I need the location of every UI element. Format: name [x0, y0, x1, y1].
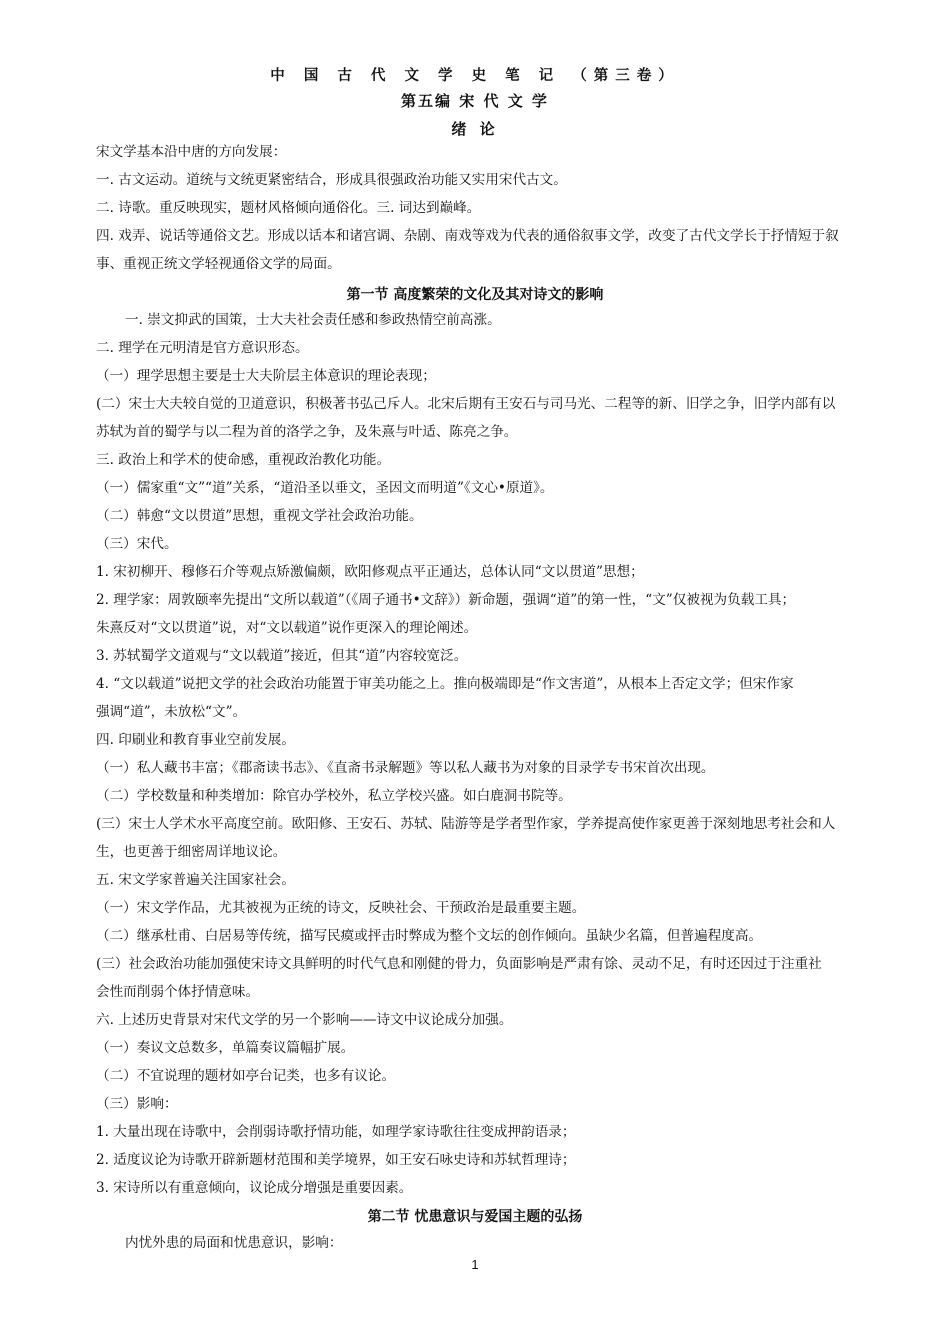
- section-heading: 第一节 高度繁荣的文化及其对诗文的影响: [346, 287, 604, 303]
- section-line: （一）奏议文总数多，单篇奏议篇幅扩展。: [96, 1040, 355, 1056]
- section-line: （二）不宜说理的题材如亭台记类，也多有议论。: [96, 1068, 396, 1084]
- section-line: 四. 印刷业和教育事业空前发展。: [96, 732, 295, 748]
- section-line: (二）宋士大夫较自觉的卫道意识，积极著书弘己斥人。北宋后期有王安石与司马光、二程等的新、旧学之争，旧学内部有以: [96, 396, 836, 412]
- section-line: 2. 适度议论为诗歌开辟新题材范围和美学境界，如王安石咏史诗和苏轼哲理诗；: [96, 1152, 576, 1168]
- document-title: 中 国 古 代 文 学 史 笔 记 （第三卷）: [270, 67, 680, 84]
- section-line: 生，也更善于细密周详地议论。: [96, 844, 287, 860]
- intro-line: 二. 诗歌。重反映现实，题材风格倾向通俗化。三. 词达到巅峰。: [96, 200, 481, 216]
- section-line: 1. 大量出现在诗歌中，会削弱诗歌抒情功能，如理学家诗歌往往变成押韵语录；: [96, 1124, 576, 1140]
- section-line: （一）私人藏书丰富；《郡斋读书志》、《直斋书录解题》等以私人藏书为对象的目录学专书宋首次出现。: [96, 760, 715, 776]
- intro-heading: 绪 论: [451, 120, 499, 138]
- section-line: 一. 崇文抑武的国策，士大夫社会责任感和参政热情空前高涨。: [125, 312, 501, 328]
- section-line: （二）学校数量和种类增加：除官办学校外，私立学校兴盛。如白鹿洞书院等。: [96, 788, 572, 804]
- intro-line: 一. 古文运动。道统与文统更紧密结合，形成具很强政治功能又实用宋代古文。: [96, 172, 567, 188]
- section-line: 三. 政治上和学术的使命感，重视政治教化功能。: [96, 452, 391, 468]
- section-line: 强调“道”，未放松“文”。: [96, 704, 247, 720]
- section-line: （二）韩愈“文以贯道”思想，重视文学社会政治功能。: [96, 508, 423, 524]
- section-line: （一）儒家重“文”“道”关系，“道沿圣以垂文，圣因文而明道”《文心•原道》。: [96, 480, 554, 496]
- section-line: (三）宋士人学术水平高度空前。欧阳修、王安石、苏轼、陆游等是学者型作家，学养提高使作家更善于深刻地思考社会和人: [96, 816, 836, 832]
- section-line: 六. 上述历史背景对宋代文学的另一个影响——诗文中议论成分加强。: [96, 1012, 513, 1028]
- section-line: 二. 理学在元明清是官方意识形态。: [96, 340, 309, 356]
- intro-line: 宋文学基本沿中唐的方向发展：: [96, 144, 287, 160]
- intro-line: 四. 戏弄、说话等通俗文艺。形成以话本和诸宫调、杂剧、南戏等戏为代表的通俗叙事文学，改变了古代文学长于抒情短于叙: [96, 228, 839, 244]
- section-line: 4. “文以载道”说把文学的社会政治功能置于审美功能之上。推向极端即是“作文害道”，从根本上否定文学；但宋作家: [96, 676, 794, 692]
- section-line: (三）社会政治功能加强使宋诗文具鲜明的时代气息和刚健的骨力，负面影响是严肃有馀、灵动不足，有时还因过于注重社: [96, 956, 822, 972]
- section-line: （三）宋代。: [96, 536, 178, 552]
- section-line: （一）宋文学作品，尤其被视为正统的诗文，反映社会、干预政治是最重要主题。: [96, 900, 586, 916]
- section-line: 2. 理学家：周敦颐率先提出“文所以载道”（《周子通书•文辞》）新命题，强调“道”的第一性，“文”仅被视为负载工具；: [96, 592, 796, 608]
- section-line: 五. 宋文学家普遍关注国家社会。: [96, 872, 295, 888]
- section-line: 会性而削弱个体抒情意味。: [96, 984, 260, 1000]
- section-line: 苏轼为首的蜀学与以二程为首的洛学之争，及朱熹与叶适、陈亮之争。: [96, 424, 518, 440]
- section-line: 3. 宋诗所以有重意倾向，议论成分增强是重要因素。: [96, 1180, 413, 1196]
- section-line: 3. 苏轼蜀学文道观与“文以载道”接近，但其“道”内容较宽泛。: [96, 648, 468, 664]
- section-line: 1. 宋初柳开、穆修石介等观点矫激偏颇，欧阳修观点平正通达，总体认同“文以贯道”思想；: [96, 564, 644, 580]
- intro-line: 事、重视正统文学轻视通俗文学的局面。: [96, 256, 341, 272]
- page-number: 1: [471, 1257, 479, 1272]
- section-line: （三）影响：: [96, 1096, 178, 1112]
- section-line: （二）继承杜甫、白居易等传统，描写民瘼或抨击时弊成为整个文坛的创作倾向。虽缺少名篇，但普遍程度高。: [96, 928, 763, 944]
- section-heading: 第二节 忧患意识与爱国主题的弘扬: [367, 1209, 583, 1225]
- section-line: 内忧外患的局面和忧患意识，影响：: [125, 1235, 343, 1251]
- part-heading: 第五编 宋 代 文 学: [401, 92, 549, 110]
- section-line: （一）理学思想主要是士大夫阶层主体意识的理论表现；: [96, 368, 436, 384]
- section-line: 朱熹反对“文以贯道”说，对“文以载道”说作更深入的理论阐述。: [96, 620, 478, 636]
